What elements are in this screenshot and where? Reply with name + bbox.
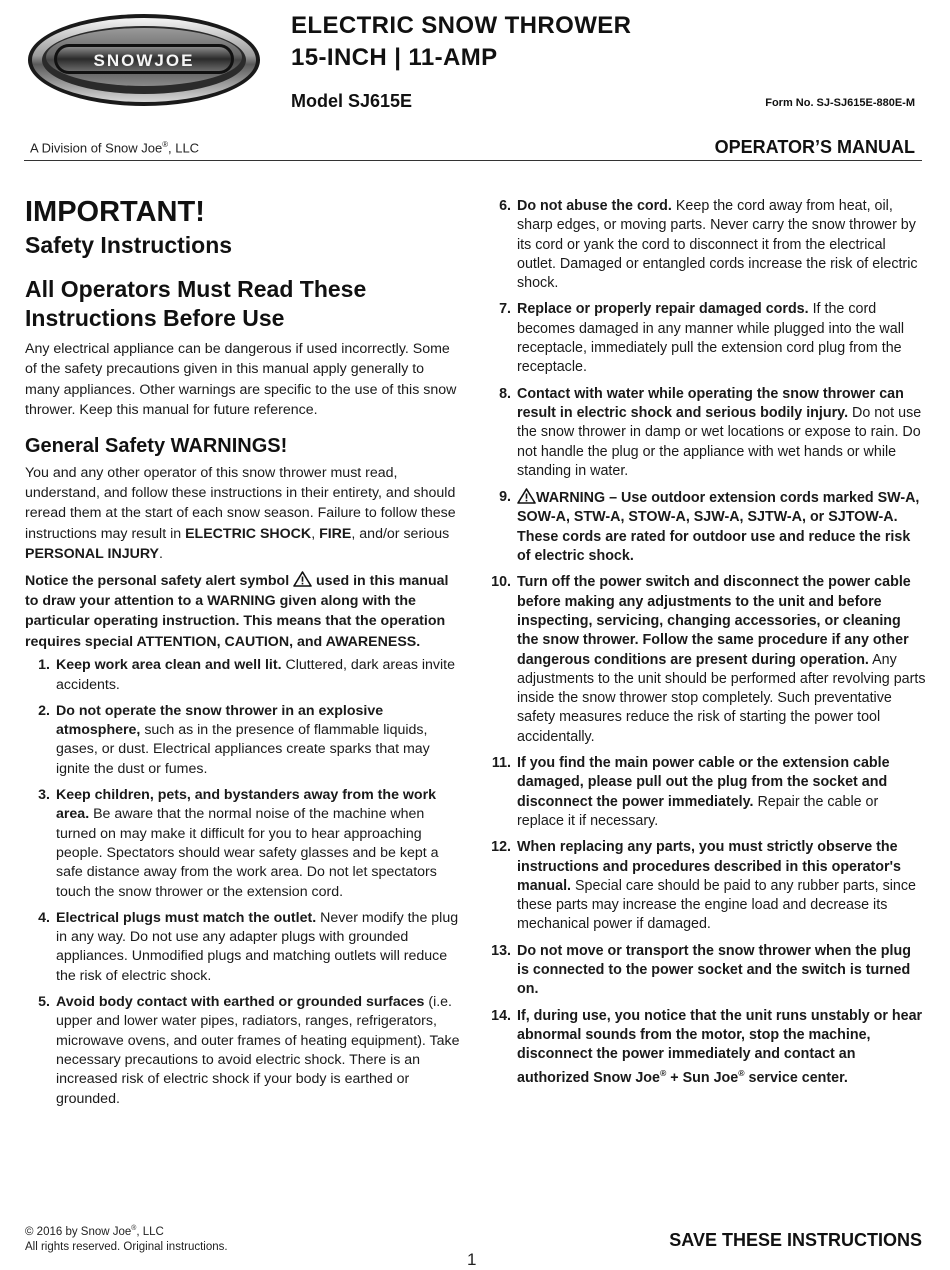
warning-triangle-icon bbox=[517, 488, 536, 504]
save-instructions-label: SAVE THESE INSTRUCTIONS bbox=[669, 1230, 922, 1250]
important-heading: IMPORTANT! bbox=[25, 196, 205, 228]
safety-instructions-heading: Safety Instructions bbox=[25, 232, 233, 258]
list-item: 13. Do not move or transport the snow thrower when the plug is connected to the power socket and the switch is turned on. bbox=[491, 942, 911, 998]
left-column bbox=[25, 195, 461, 1116]
list-item: 8. Contact with water while operating the snow thrower can result in electric shock and serious bodily injury. Do not use the snow thrower in damp or wet locations or expose to rain. Do not handle the plug or the appliance with wet hands or while standing in water. bbox=[499, 385, 922, 479]
list-item: 1. Keep work area clean and well lit. Cluttered, dark areas invite accidents. bbox=[38, 657, 456, 693]
safety-list-right bbox=[486, 197, 926, 1089]
header-divider bbox=[24, 160, 922, 161]
product-subtitle: 15-INCH | 11-AMP bbox=[291, 44, 498, 71]
snowjoe-logo bbox=[24, 10, 264, 110]
form-number: Form No. SJ-SJ615E-880E-M bbox=[765, 97, 915, 109]
list-item: 11. If you find the main power cable or the extension cable damaged, please pull out the plug from the socket and disconnect the power immediately. Repair the cable or replace it if necessary. bbox=[491, 755, 890, 829]
list-item: 6. Do not abuse the cord. Keep the cord away from heat, oil, sharp edges, or moving parts. Never carry the snow thrower by its cord or yank the cord to disconnect it from the electrical outlet. Damaged or entangled cords increase the risk of electric shock. bbox=[499, 198, 918, 292]
warning-triangle-icon bbox=[293, 571, 312, 587]
list-item: 4. Electrical plugs must match the outlet. Never modify the plug in any way. Do not use any adapter plugs with grounded appliances. Unmodified plugs and matching outlets will reduce the risk of electric shock. bbox=[38, 909, 459, 984]
list-item: 9. WARNING – Use outdoor extension cords marked SW-A, SOW-A, STW-A, STOW-A, SJW-A, SJTW-A, or SJTOW-A. These cords are rated for outdoor use and reduce the risk of electric shock. bbox=[499, 489, 920, 565]
operators-manual-label: OPERATOR’S MANUAL bbox=[714, 137, 915, 157]
list-item: 5. Avoid body contact with earthed or grounded surfaces (i.e. upper and lower water pipes, radiators, ranges, refrigerators, microwave ovens, and outer frames of heating equipment). Take necessary precautions to avoid electric shock. There is an increased risk of electric shock if your body is earthed or grounded. bbox=[38, 994, 460, 1107]
intro-paragraph: Any electrical appliance can be dangerous if used incorrectly. Some of the safety precautions given in this manual apply generally to many appliances. Other warnings are specific to the use of this snow thrower. Keep this manual for future reference. bbox=[25, 341, 457, 419]
safety-alert-notice: Notice the personal safety alert symbol used in this manual to draw your attention to a WARNING given along with the particular operating instruction. This means that the operation requires special ATTENTION, CAUTION, and AWARENESS. bbox=[25, 572, 449, 650]
list-item: 14. If, during use, you notice that the unit runs unstably or hear abnormal sounds from the motor, stop the machine, disconnect the power immediately and contact an authorized Snow Joe® + Sun Joe® service center. bbox=[491, 1007, 923, 1087]
safety-list-left bbox=[25, 656, 461, 1109]
logo-wordmark: SNOWJOE bbox=[93, 51, 195, 70]
copyright-notice: © 2016 by Snow Joe®, LLC All rights reserved. Original instructions. bbox=[25, 1225, 228, 1253]
right-column bbox=[486, 197, 926, 1096]
snowjoe-logo-graphic bbox=[24, 10, 264, 110]
list-item: 10. Turn off the power switch and disconnect the power cable before making any adjustments to the unit and before inspecting, servicing, changing accessories, or cleaning the snow thrower. Follow the same procedure if any other dangerous conditions are present during operation. Any adjustments to the unit should be performed after revolving parts inside the snow thrower stop completely. Such preventative safety measures reduce the risk of starting the power tool accidentally. bbox=[491, 574, 926, 745]
list-item: 3. Keep children, pets, and bystanders away from the work area. Be aware that the normal noise of the machine when turned on may make it difficult for you to hear approaching people. Spectators should wear safety glasses and be kept a safe distance away from the work area. Do not let spectators touch the snow thrower or the extension cord. bbox=[38, 787, 439, 900]
general-warnings-heading: General Safety WARNINGS! bbox=[25, 434, 288, 457]
list-item: 7. Replace or properly repair damaged cords. If the cord becomes damaged in any manner while plugged into the wall receptacle, immediately pull the extension cord plug from the receptacle. bbox=[499, 301, 905, 376]
list-item: 2. Do not operate the snow thrower in an explosive atmosphere, such as in the presence of flammable liquids, gases, or dust. Electrical appliances create sparks that may ignite the dust or fumes. bbox=[38, 702, 430, 777]
all-operators-heading: All Operators Must Read These Instructions Before Use bbox=[25, 276, 367, 331]
product-title: ELECTRIC SNOW THROWER bbox=[291, 12, 632, 39]
page-number: 1 bbox=[467, 1250, 477, 1269]
list-item: 12. When replacing any parts, you must strictly observe the instructions and procedures described in this operator's manual. Special care should be paid to any rubber parts, since these parts may increase the engine load and decrease its mechanical power if damaged. bbox=[491, 839, 916, 933]
model-number: Model SJ615E bbox=[291, 91, 413, 111]
division-text: A Division of Snow Joe®, LLC bbox=[30, 140, 200, 156]
general-warnings-paragraph: You and any other operator of this snow thrower must read, understand, and follow these instructions in their entirety, and should reread them at the start of each snow season. Failure to follow these instructions may result in ELECTRIC SHOCK, FIRE, and/or serious PERSONAL INJURY. bbox=[25, 464, 456, 563]
